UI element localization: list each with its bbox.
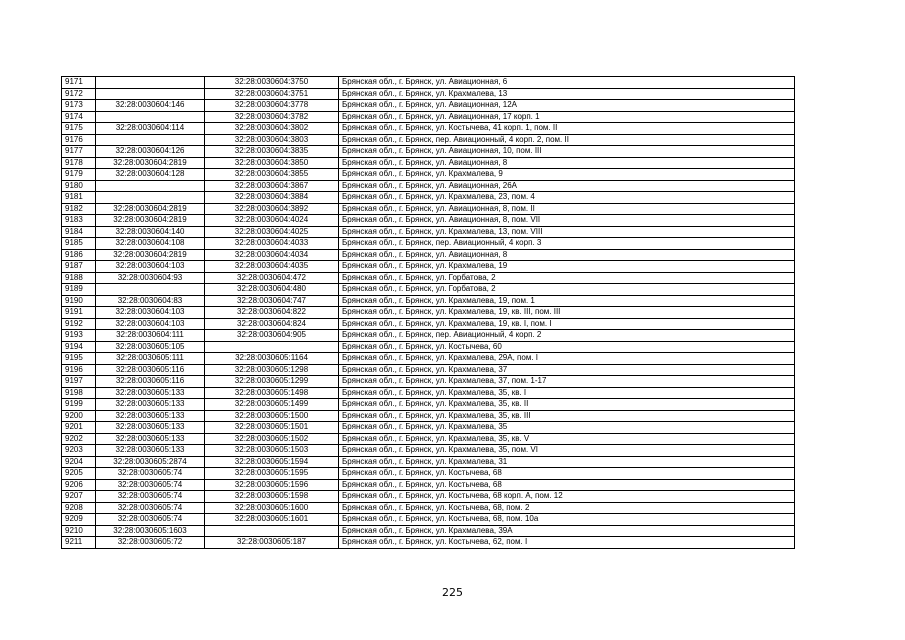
building-cadastral-number-cell: 32:28:0030605:1502 [205, 433, 339, 445]
address-cell: Брянская обл., г. Брянск, ул. Костычева, 68 корп. А, пом. 12 [339, 491, 795, 503]
building-cadastral-number-cell: 32:28:0030604:3884 [205, 192, 339, 204]
row-number-cell: 9208 [62, 502, 96, 514]
table-row [62, 157, 795, 169]
building-cadastral-number-cell: 32:28:0030604:4025 [205, 226, 339, 238]
building-cadastral-number-cell: 32:28:0030605:1500 [205, 410, 339, 422]
table-row [62, 353, 795, 365]
address-cell: Брянская обл., г. Брянск, ул. Авиационная, 17 корп. 1 [339, 111, 795, 123]
table-row [62, 100, 795, 112]
land-cadastral-number-cell: 32:28:0030604:140 [96, 226, 205, 238]
table-row [62, 410, 795, 422]
building-cadastral-number-cell: 32:28:0030604:822 [205, 307, 339, 319]
address-cell: Брянская обл., г. Брянск, ул. Крахмалева, 35, кв. V [339, 433, 795, 445]
land-cadastral-number-cell: 32:28:0030605:133 [96, 445, 205, 457]
property-register-table [61, 76, 795, 549]
row-number-cell: 9173 [62, 100, 96, 112]
address-cell: Брянская обл., г. Брянск, ул. Горбатова, 2 [339, 284, 795, 296]
row-number-cell: 9193 [62, 330, 96, 342]
building-cadastral-number-cell: 32:28:0030605:1499 [205, 399, 339, 411]
land-cadastral-number-cell: 32:28:0030604:103 [96, 307, 205, 319]
land-cadastral-number-cell: 32:28:0030604:114 [96, 123, 205, 135]
table-row [62, 537, 795, 549]
row-number-cell: 9182 [62, 203, 96, 215]
table-row [62, 502, 795, 514]
table-row [62, 134, 795, 146]
building-cadastral-number-cell: 32:28:0030604:824 [205, 318, 339, 330]
row-number-cell: 9187 [62, 261, 96, 273]
address-cell: Брянская обл., г. Брянск, ул. Крахмалева, 35, кв. III [339, 410, 795, 422]
table-row [62, 77, 795, 89]
table-row [62, 272, 795, 284]
table-row [62, 387, 795, 399]
land-cadastral-number-cell: 32:28:0030604:2819 [96, 215, 205, 227]
address-cell: Брянская обл., г. Брянск, ул. Крахмалева, 35, кв. II [339, 399, 795, 411]
table-row [62, 525, 795, 537]
table-row [62, 111, 795, 123]
land-cadastral-number-cell: 32:28:0030605:111 [96, 353, 205, 365]
land-cadastral-number-cell: 32:28:0030604:83 [96, 295, 205, 307]
land-cadastral-number-cell [96, 284, 205, 296]
land-cadastral-number-cell: 32:28:0030605:72 [96, 537, 205, 549]
address-cell: Брянская обл., г. Брянск, ул. Авиационная, 26А [339, 180, 795, 192]
table-row [62, 123, 795, 135]
address-cell: Брянская обл., г. Брянск, ул. Авиационная, 10, пом. III [339, 146, 795, 158]
row-number-cell: 9201 [62, 422, 96, 434]
row-number-cell: 9189 [62, 284, 96, 296]
address-cell: Брянская обл., г. Брянск, ул. Горбатова, 2 [339, 272, 795, 284]
building-cadastral-number-cell: 32:28:0030604:480 [205, 284, 339, 296]
row-number-cell: 9172 [62, 88, 96, 100]
land-cadastral-number-cell: 32:28:0030604:103 [96, 318, 205, 330]
address-cell: Брянская обл., г. Брянск, ул. Костычева, 41 корп. 1, пом. II [339, 123, 795, 135]
table-row [62, 169, 795, 181]
table-row [62, 295, 795, 307]
table-row [62, 249, 795, 261]
land-cadastral-number-cell: 32:28:0030605:133 [96, 422, 205, 434]
building-cadastral-number-cell: 32:28:0030605:1164 [205, 353, 339, 365]
building-cadastral-number-cell: 32:28:0030605:1299 [205, 376, 339, 388]
address-cell: Брянская обл., г. Брянск, ул. Авиационная, 12А [339, 100, 795, 112]
address-cell: Брянская обл., г. Брянск, ул. Костычева, 68 [339, 479, 795, 491]
address-cell: Брянская обл., г. Брянск, ул. Крахмалева, 13 [339, 88, 795, 100]
building-cadastral-number-cell: 32:28:0030604:3750 [205, 77, 339, 89]
land-cadastral-number-cell: 32:28:0030604:126 [96, 146, 205, 158]
row-number-cell: 9183 [62, 215, 96, 227]
building-cadastral-number-cell: 32:28:0030604:472 [205, 272, 339, 284]
land-cadastral-number-cell: 32:28:0030605:2874 [96, 456, 205, 468]
table-row [62, 514, 795, 526]
building-cadastral-number-cell: 32:28:0030605:1503 [205, 445, 339, 457]
building-cadastral-number-cell: 32:28:0030604:3751 [205, 88, 339, 100]
land-cadastral-number-cell: 32:28:0030604:2819 [96, 157, 205, 169]
building-cadastral-number-cell [205, 525, 339, 537]
land-cadastral-number-cell: 32:28:0030605:133 [96, 387, 205, 399]
row-number-cell: 9188 [62, 272, 96, 284]
land-cadastral-number-cell: 32:28:0030604:103 [96, 261, 205, 273]
land-cadastral-number-cell: 32:28:0030605:133 [96, 433, 205, 445]
land-cadastral-number-cell [96, 180, 205, 192]
land-cadastral-number-cell: 32:28:0030605:74 [96, 479, 205, 491]
address-cell: Брянская обл., г. Брянск, ул. Крахмалева, 13, пом. VIII [339, 226, 795, 238]
building-cadastral-number-cell: 32:28:0030604:4035 [205, 261, 339, 273]
table-row [62, 330, 795, 342]
land-cadastral-number-cell [96, 111, 205, 123]
row-number-cell: 9210 [62, 525, 96, 537]
land-cadastral-number-cell: 32:28:0030604:93 [96, 272, 205, 284]
address-cell: Брянская обл., г. Брянск, ул. Крахмалева, 37 [339, 364, 795, 376]
row-number-cell: 9180 [62, 180, 96, 192]
row-number-cell: 9200 [62, 410, 96, 422]
row-number-cell: 9203 [62, 445, 96, 457]
building-cadastral-number-cell: 32:28:0030605:1596 [205, 479, 339, 491]
table-row [62, 364, 795, 376]
table-row [62, 376, 795, 388]
table-row [62, 433, 795, 445]
table-row [62, 307, 795, 319]
land-cadastral-number-cell [96, 192, 205, 204]
table-row [62, 399, 795, 411]
address-cell: Брянская обл., г. Брянск, пер. Авиационный, 4 корп. 3 [339, 238, 795, 250]
table-row [62, 468, 795, 480]
building-cadastral-number-cell: 32:28:0030605:187 [205, 537, 339, 549]
building-cadastral-number-cell: 32:28:0030605:1595 [205, 468, 339, 480]
building-cadastral-number-cell: 32:28:0030604:3855 [205, 169, 339, 181]
row-number-cell: 9190 [62, 295, 96, 307]
address-cell: Брянская обл., г. Брянск, ул. Авиационная, 8, пом. VII [339, 215, 795, 227]
row-number-cell: 9205 [62, 468, 96, 480]
table-row [62, 491, 795, 503]
row-number-cell: 9209 [62, 514, 96, 526]
land-cadastral-number-cell [96, 88, 205, 100]
table-row [62, 341, 795, 353]
row-number-cell: 9184 [62, 226, 96, 238]
building-cadastral-number-cell: 32:28:0030605:1598 [205, 491, 339, 503]
building-cadastral-number-cell: 32:28:0030604:3803 [205, 134, 339, 146]
row-number-cell: 9174 [62, 111, 96, 123]
row-number-cell: 9202 [62, 433, 96, 445]
address-cell: Брянская обл., г. Брянск, ул. Крахмалева, 29А, пом. I [339, 353, 795, 365]
address-cell: Брянская обл., г. Брянск, ул. Крахмалева, 19, кв. I, пом. I [339, 318, 795, 330]
address-cell: Брянская обл., г. Брянск, ул. Авиационная, 6 [339, 77, 795, 89]
building-cadastral-number-cell: 32:28:0030604:3835 [205, 146, 339, 158]
land-cadastral-number-cell: 32:28:0030605:116 [96, 364, 205, 376]
building-cadastral-number-cell: 32:28:0030604:3850 [205, 157, 339, 169]
building-cadastral-number-cell: 32:28:0030604:4024 [205, 215, 339, 227]
building-cadastral-number-cell: 32:28:0030604:747 [205, 295, 339, 307]
address-cell: Брянская обл., г. Брянск, ул. Костычева, 68, пом. 10а [339, 514, 795, 526]
row-number-cell: 9198 [62, 387, 96, 399]
table-row [62, 456, 795, 468]
address-cell: Брянская обл., г. Брянск, ул. Крахмалева, 35, кв. I [339, 387, 795, 399]
address-cell: Брянская обл., г. Брянск, ул. Крахмалева, 35 [339, 422, 795, 434]
building-cadastral-number-cell: 32:28:0030604:3778 [205, 100, 339, 112]
row-number-cell: 9196 [62, 364, 96, 376]
address-cell: Брянская обл., г. Брянск, ул. Костычева, 68 [339, 468, 795, 480]
row-number-cell: 9211 [62, 537, 96, 549]
row-number-cell: 9195 [62, 353, 96, 365]
building-cadastral-number-cell: 32:28:0030604:3892 [205, 203, 339, 215]
land-cadastral-number-cell: 32:28:0030604:108 [96, 238, 205, 250]
address-cell: Брянская обл., г. Брянск, пер. Авиационный, 4 корп. 2, пом. II [339, 134, 795, 146]
building-cadastral-number-cell: 32:28:0030605:1594 [205, 456, 339, 468]
address-cell: Брянская обл., г. Брянск, ул. Крахмалева, 19 [339, 261, 795, 273]
land-cadastral-number-cell: 32:28:0030605:74 [96, 468, 205, 480]
land-cadastral-number-cell: 32:28:0030605:1603 [96, 525, 205, 537]
row-number-cell: 9192 [62, 318, 96, 330]
building-cadastral-number-cell: 32:28:0030605:1498 [205, 387, 339, 399]
building-cadastral-number-cell: 32:28:0030605:1600 [205, 502, 339, 514]
table-row [62, 215, 795, 227]
table-row [62, 226, 795, 238]
register-sheet [61, 76, 794, 549]
table-row [62, 203, 795, 215]
row-number-cell: 9175 [62, 123, 96, 135]
row-number-cell: 9207 [62, 491, 96, 503]
table-row [62, 180, 795, 192]
table-row [62, 422, 795, 434]
table-row [62, 192, 795, 204]
land-cadastral-number-cell: 32:28:0030604:2819 [96, 249, 205, 261]
address-cell: Брянская обл., г. Брянск, ул. Крахмалева, 23, пом. 4 [339, 192, 795, 204]
address-cell: Брянская обл., г. Брянск, ул. Крахмалева, 35, пом. VI [339, 445, 795, 457]
row-number-cell: 9177 [62, 146, 96, 158]
row-number-cell: 9186 [62, 249, 96, 261]
table-row [62, 318, 795, 330]
table-row [62, 479, 795, 491]
row-number-cell: 9204 [62, 456, 96, 468]
address-cell: Брянская обл., г. Брянск, ул. Крахмалева, 39А [339, 525, 795, 537]
row-number-cell: 9194 [62, 341, 96, 353]
building-cadastral-number-cell: 32:28:0030604:3802 [205, 123, 339, 135]
land-cadastral-number-cell: 32:28:0030605:133 [96, 399, 205, 411]
row-number-cell: 9179 [62, 169, 96, 181]
row-number-cell: 9206 [62, 479, 96, 491]
building-cadastral-number-cell: 32:28:0030604:3867 [205, 180, 339, 192]
address-cell: Брянская обл., г. Брянск, ул. Костычева, 68, пом. 2 [339, 502, 795, 514]
address-cell: Брянская обл., г. Брянск, ул. Крахмалева, 37, пом. 1-17 [339, 376, 795, 388]
land-cadastral-number-cell: 32:28:0030604:111 [96, 330, 205, 342]
table-row [62, 146, 795, 158]
building-cadastral-number-cell: 32:28:0030605:1601 [205, 514, 339, 526]
row-number-cell: 9185 [62, 238, 96, 250]
row-number-cell: 9199 [62, 399, 96, 411]
row-number-cell: 9191 [62, 307, 96, 319]
land-cadastral-number-cell: 32:28:0030605:105 [96, 341, 205, 353]
address-cell: Брянская обл., г. Брянск, ул. Авиационная, 8 [339, 157, 795, 169]
address-cell: Брянская обл., г. Брянск, ул. Авиационная, 8, пом. II [339, 203, 795, 215]
land-cadastral-number-cell: 32:28:0030604:128 [96, 169, 205, 181]
table-row [62, 88, 795, 100]
building-cadastral-number-cell: 32:28:0030605:1298 [205, 364, 339, 376]
table-row [62, 284, 795, 296]
land-cadastral-number-cell: 32:28:0030605:116 [96, 376, 205, 388]
building-cadastral-number-cell: 32:28:0030604:3782 [205, 111, 339, 123]
land-cadastral-number-cell [96, 134, 205, 146]
page-number: 225 [442, 586, 463, 599]
address-cell: Брянская обл., г. Брянск, ул. Костычева, 60 [339, 341, 795, 353]
row-number-cell: 9171 [62, 77, 96, 89]
address-cell: Брянская обл., г. Брянск, ул. Авиационная, 8 [339, 249, 795, 261]
row-number-cell: 9178 [62, 157, 96, 169]
address-cell: Брянская обл., г. Брянск, ул. Крахмалева, 9 [339, 169, 795, 181]
table-body [62, 77, 795, 549]
land-cadastral-number-cell: 32:28:0030605:74 [96, 502, 205, 514]
row-number-cell: 9197 [62, 376, 96, 388]
address-cell: Брянская обл., г. Брянск, ул. Крахмалева, 19, пом. 1 [339, 295, 795, 307]
row-number-cell: 9176 [62, 134, 96, 146]
table-row [62, 238, 795, 250]
building-cadastral-number-cell [205, 341, 339, 353]
building-cadastral-number-cell: 32:28:0030604:4033 [205, 238, 339, 250]
address-cell: Брянская обл., г. Брянск, пер. Авиационный, 4 корп. 2 [339, 330, 795, 342]
building-cadastral-number-cell: 32:28:0030604:4034 [205, 249, 339, 261]
table-row [62, 261, 795, 273]
land-cadastral-number-cell: 32:28:0030605:74 [96, 514, 205, 526]
address-cell: Брянская обл., г. Брянск, ул. Костычева, 62, пом. I [339, 537, 795, 549]
table-row [62, 445, 795, 457]
land-cadastral-number-cell [96, 77, 205, 89]
row-number-cell: 9181 [62, 192, 96, 204]
building-cadastral-number-cell: 32:28:0030605:1501 [205, 422, 339, 434]
address-cell: Брянская обл., г. Брянск, ул. Крахмалева, 31 [339, 456, 795, 468]
land-cadastral-number-cell: 32:28:0030604:146 [96, 100, 205, 112]
land-cadastral-number-cell: 32:28:0030605:74 [96, 491, 205, 503]
land-cadastral-number-cell: 32:28:0030604:2819 [96, 203, 205, 215]
address-cell: Брянская обл., г. Брянск, ул. Крахмалева, 19, кв. III, пом. III [339, 307, 795, 319]
building-cadastral-number-cell: 32:28:0030604:905 [205, 330, 339, 342]
land-cadastral-number-cell: 32:28:0030605:133 [96, 410, 205, 422]
